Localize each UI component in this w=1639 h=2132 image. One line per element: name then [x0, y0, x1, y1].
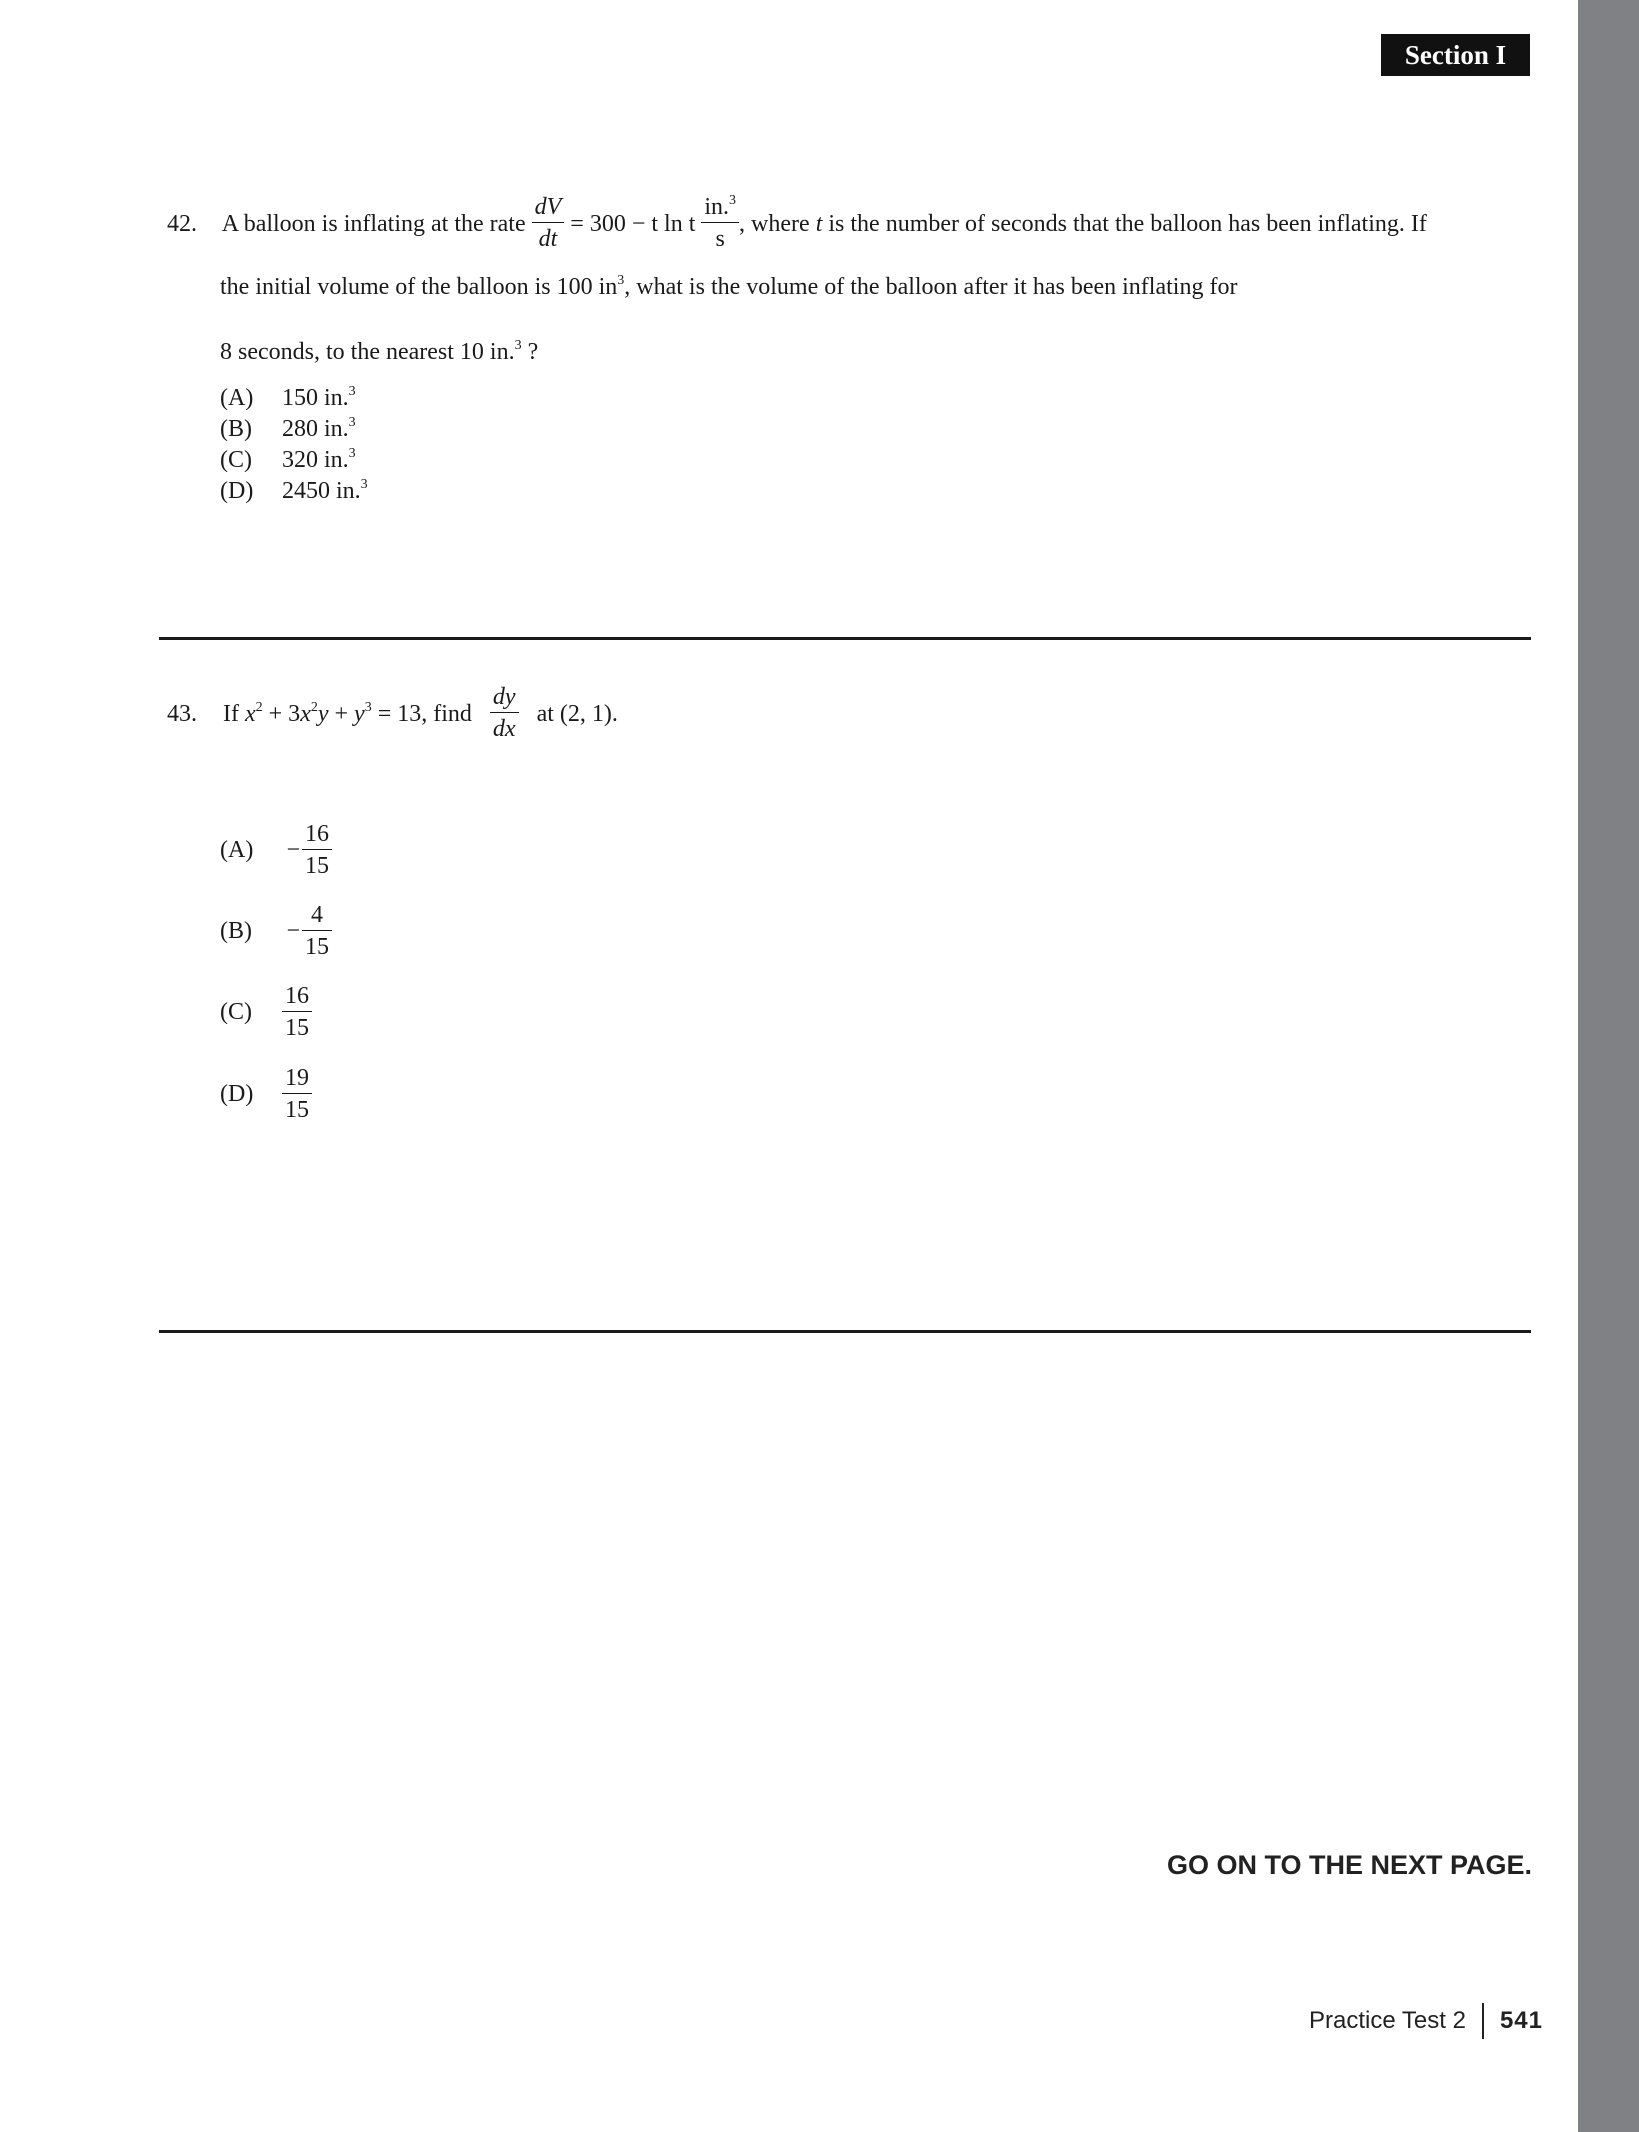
choice-num: 4 [302, 902, 332, 931]
section-label: Section I [1404, 39, 1507, 70]
choice-num: 19 [282, 1065, 312, 1094]
choice-value: 150 in. [282, 385, 349, 411]
q43-eq-x-exp: 2 [255, 699, 263, 715]
q42-line-1 [167, 193, 1427, 255]
choice-exp: 3 [348, 415, 356, 430]
q42-line3-b: ? [521, 339, 539, 365]
choice-fraction [302, 902, 332, 961]
q42-line2-b: , what is the volume of the balloon after it has been inflating for [624, 274, 1238, 300]
go-on-next-page: GO ON TO THE NEXT PAGE. [1166, 1850, 1532, 1880]
q42-number: 42. [167, 210, 197, 237]
choice-label: (C) [220, 447, 252, 473]
q42-var-t: t [815, 210, 823, 237]
q43-text-b: at (2, 1). [536, 700, 618, 727]
page-footer [1309, 2003, 1543, 2039]
footer-separator [1482, 2003, 1484, 2039]
choice-num: 16 [302, 821, 332, 850]
q42-line2-a: the initial volume of the balloon is 100 in [220, 274, 618, 300]
question-divider [159, 1330, 1531, 1333]
side-tab-bar [1578, 0, 1639, 2132]
q42-rate-den: dt [538, 226, 558, 253]
q42-text-b: , where [739, 210, 810, 237]
choice-sign: − [286, 917, 300, 944]
choice-sign: − [286, 836, 300, 863]
q42-line2-exp: 3 [617, 273, 625, 288]
question-divider [159, 637, 1531, 640]
q43-eq-x2: x [300, 700, 311, 727]
q43-eq-y: y [317, 700, 329, 727]
q43-eq-x: x [244, 700, 256, 727]
q42-text-c: is the number of seconds that the balloon has been inflating. If [828, 210, 1427, 237]
q43-choice-a [220, 821, 332, 880]
q43-eq-plus2: + [328, 700, 355, 727]
q42-unit-fraction [701, 194, 739, 253]
choice-exp: 3 [360, 477, 368, 492]
choice-fraction [282, 983, 312, 1042]
choice-value: 2450 in. [282, 478, 361, 504]
test-name: Practice Test 2 [1308, 2007, 1466, 2034]
q42-rate-fraction [532, 194, 565, 253]
choice-den: 15 [285, 1015, 309, 1042]
q42-unit-exp: 3 [729, 193, 737, 208]
q42-unit-den: s [715, 226, 725, 253]
q43-eq-y2: y [354, 700, 365, 727]
q42-rate-num: dV [532, 194, 565, 223]
q42-line-2 [220, 275, 1237, 299]
choice-label: (C) [220, 998, 252, 1025]
q42-line3-exp: 3 [514, 338, 522, 353]
choice-label: (A) [220, 385, 254, 411]
q43-deriv-num: dy [490, 684, 519, 713]
q43-eq-y2-exp: 3 [364, 699, 372, 715]
choice-num: 16 [282, 983, 312, 1012]
q42-line3-a: 8 seconds, to the nearest 10 in. [220, 339, 515, 365]
q43-choice-c [220, 983, 312, 1042]
q43-choice-b [220, 902, 332, 961]
choice-fraction [282, 1065, 312, 1124]
choice-den: 15 [285, 1097, 309, 1124]
q43-choice-d [220, 1065, 312, 1124]
choice-value: 320 in. [282, 447, 349, 473]
q42-rate-expr: = 300 − t ln t [570, 210, 696, 237]
choice-fraction [302, 821, 332, 880]
choice-den: 15 [305, 853, 329, 880]
q43-eq-plus1: + 3 [262, 700, 301, 727]
q43-line-1 [167, 686, 618, 745]
q43-derivative-fraction [490, 684, 519, 743]
choice-label: (B) [220, 917, 252, 944]
q42-choice-b [220, 417, 356, 441]
choice-value: 280 in. [282, 416, 349, 442]
choice-label: (B) [220, 416, 252, 442]
q43-eq-rest: = 13, find [371, 700, 472, 727]
section-badge [1381, 34, 1530, 76]
page-number: 541 [1499, 2007, 1543, 2034]
q42-text-a: A balloon is inflating at the rate [221, 210, 526, 237]
q42-unit-num: in. [704, 194, 730, 220]
choice-label: (A) [220, 836, 254, 863]
q43-text-a: If [223, 700, 239, 727]
q42-choice-c [220, 448, 356, 472]
choice-label: (D) [220, 478, 254, 504]
choice-label: (D) [220, 1080, 254, 1107]
choice-exp: 3 [348, 446, 356, 461]
q43-eq-x2-exp: 2 [310, 699, 318, 715]
q42-choice-a [220, 386, 356, 410]
q43-number: 43. [167, 700, 197, 727]
q42-choice-d [220, 479, 368, 503]
q43-deriv-den: dx [492, 716, 516, 743]
choice-exp: 3 [348, 384, 356, 399]
choice-den: 15 [305, 934, 329, 961]
q42-line-3 [220, 340, 538, 364]
